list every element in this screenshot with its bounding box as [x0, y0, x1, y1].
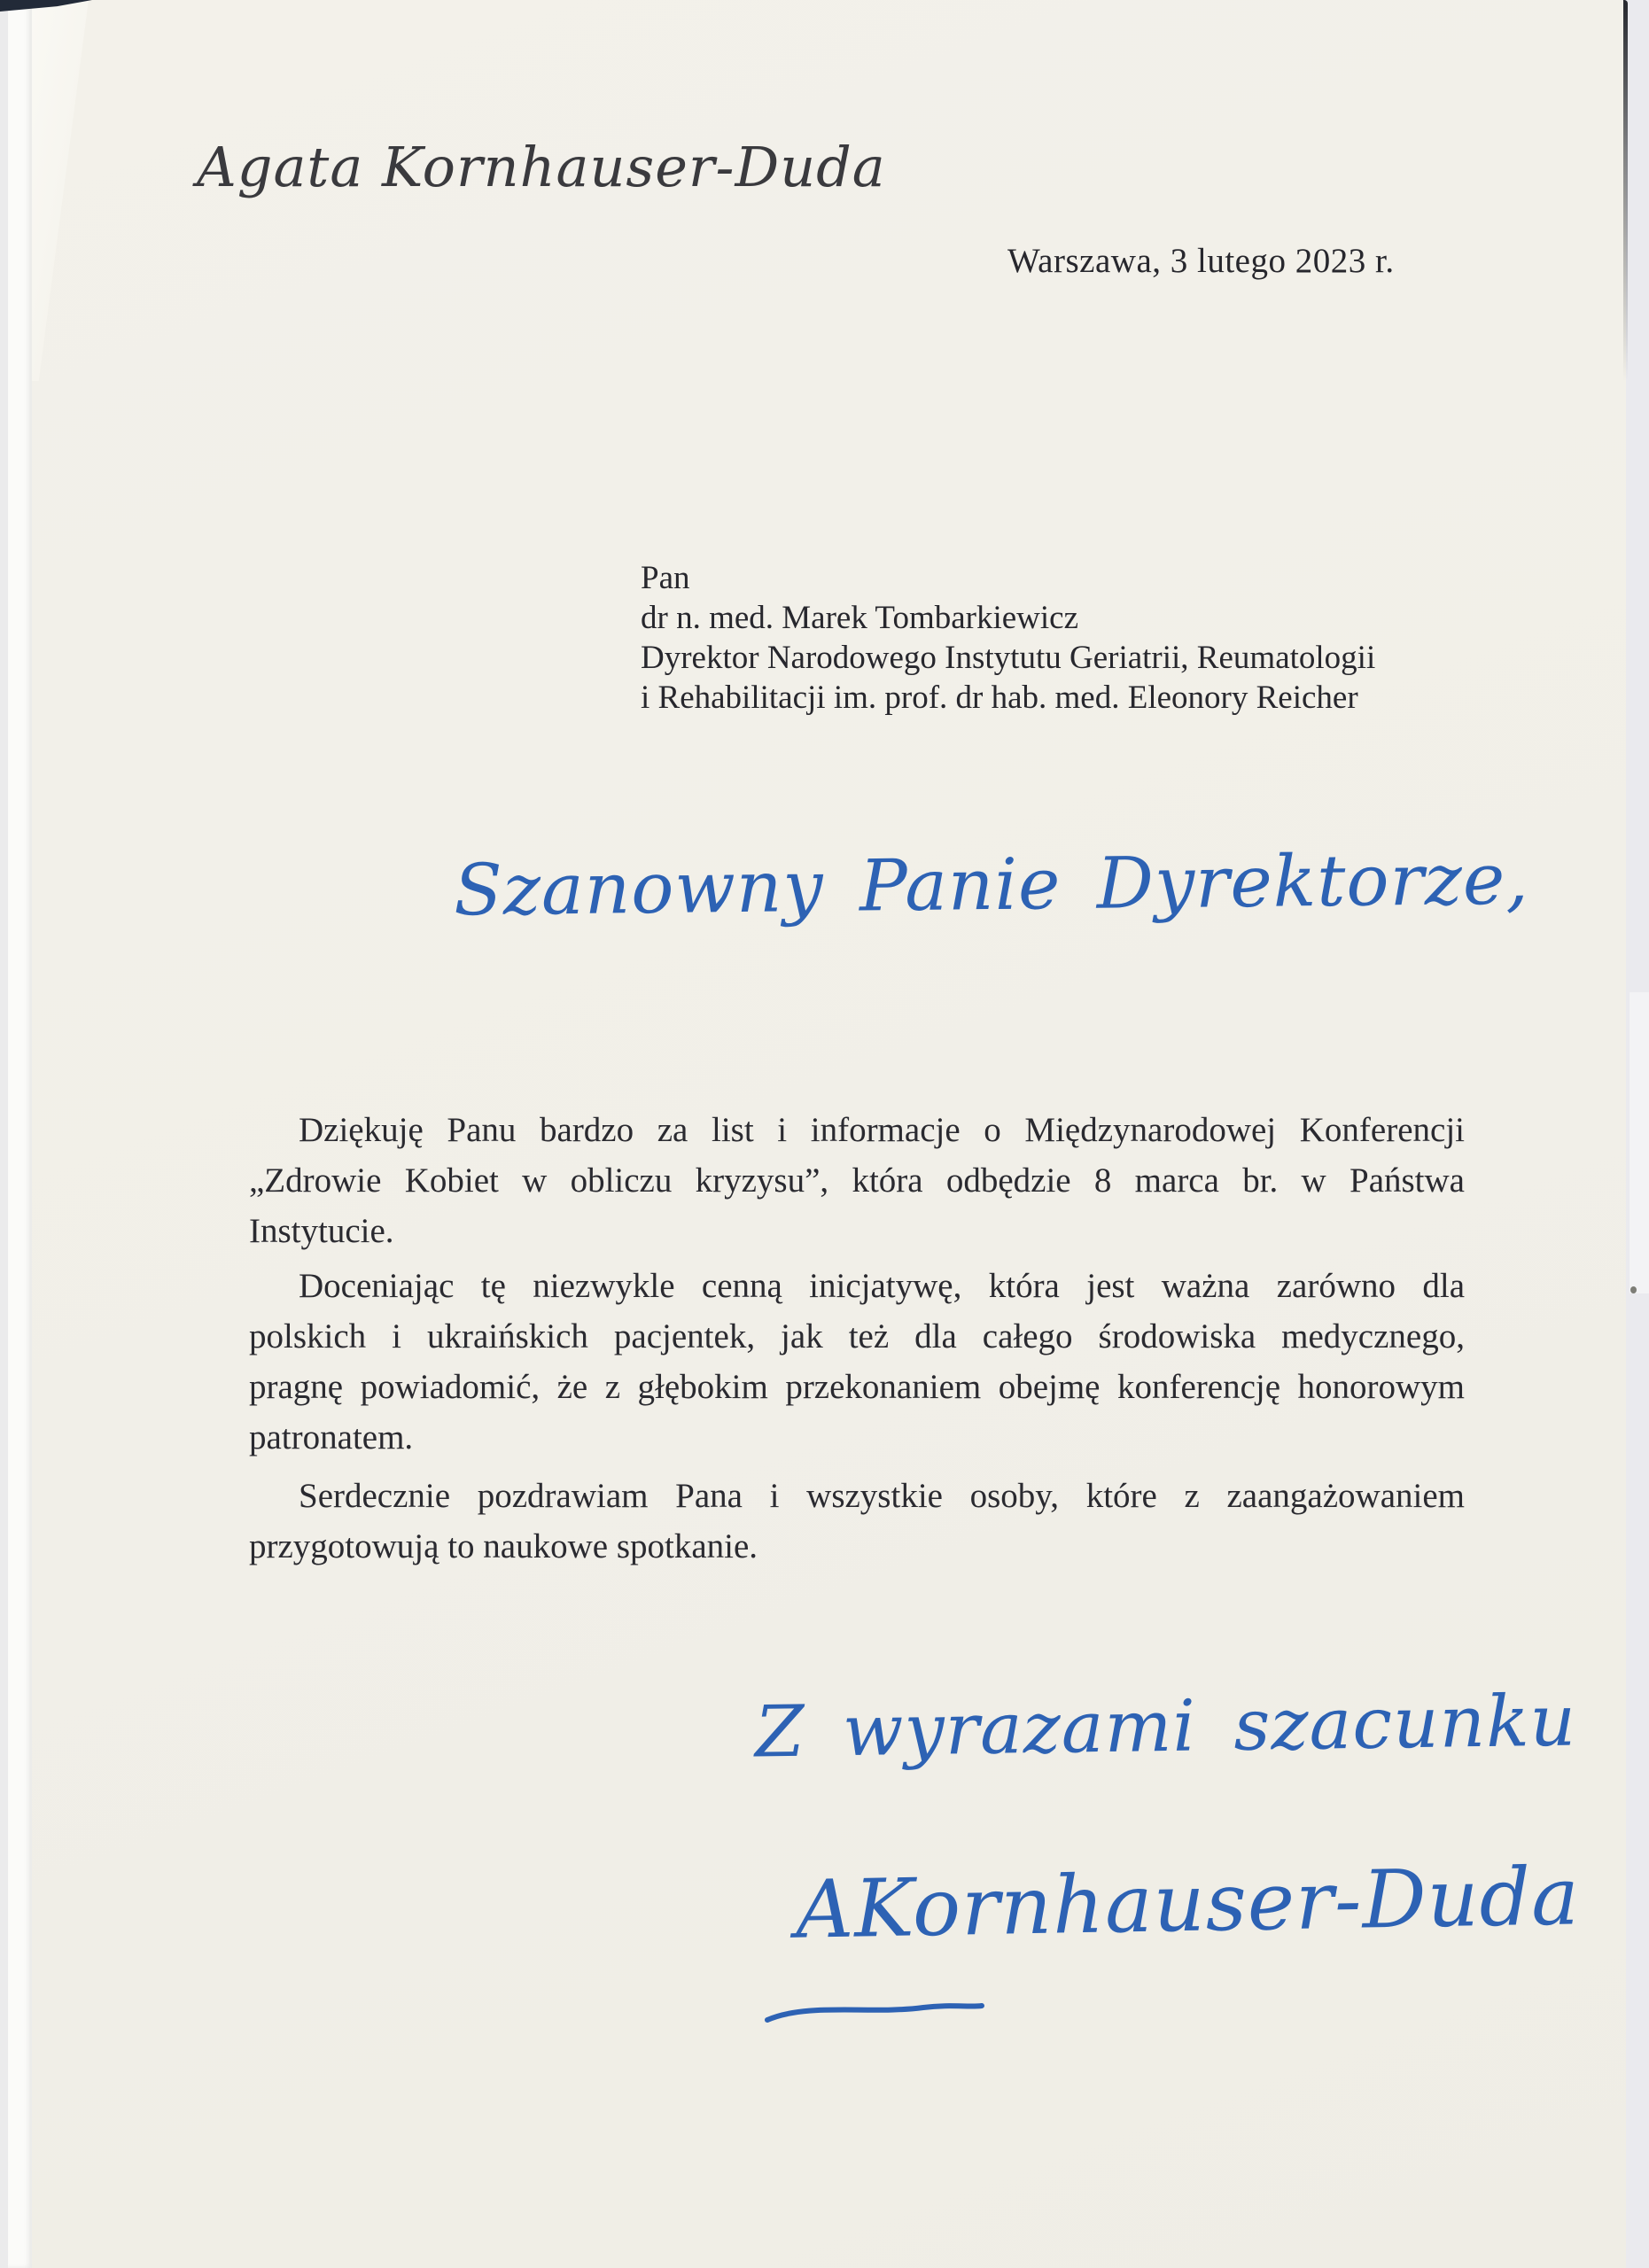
recipient-line: i Rehabilitacji im. prof. dr hab. med. Eleonory Reicher	[641, 680, 1358, 716]
recipient-block	[641, 558, 1375, 718]
body-line: polskich i ukraińskich pacjentek, jak też dla całego środowiska medycznego,	[249, 1317, 1465, 1355]
body-line: Dziękuję Panu bardzo za list i informacje o Międzynarodowej Konferencji	[299, 1111, 1465, 1149]
body-line: Instytucie.	[249, 1212, 394, 1250]
body-line: pragnę powiadomić, że z głębokim przekonaniem obejmę konferencję honorowym	[249, 1368, 1465, 1406]
handwritten-closing: Z wyrazami szacunku	[754, 1679, 1577, 1774]
body-line: Serdecznie pozdrawiam Pana i wszystkie osoby, które z zaangażowaniem	[299, 1477, 1465, 1515]
paper-edge-shadow	[1623, 0, 1628, 381]
recipient-line: dr n. med. Marek Tombarkiewicz	[641, 600, 1079, 636]
signature-flourish	[764, 1999, 985, 2025]
handwritten-salutation: Szanowny Panie Dyrektorze,	[453, 837, 1530, 932]
body-line: „Zdrowie Kobiet w obliczu kryzysu”, która odbędzie 8 marca br. w Państwa	[249, 1161, 1465, 1200]
handwritten-signature: AKornhauser-Duda	[795, 1850, 1581, 1957]
scan-speck	[1630, 1286, 1637, 1293]
recipient-line: Pan	[641, 560, 690, 596]
letterhead-name: Agata Kornhauser-Duda	[197, 135, 886, 199]
scan-edge-left-gray	[0, 0, 8, 2268]
body-line: przygotowują to naukowe spotkanie.	[249, 1527, 758, 1565]
body-line: patronatem.	[249, 1418, 414, 1456]
scan-edge-left-white	[8, 0, 32, 2268]
scan-edge-right-highlight	[1630, 992, 1649, 1293]
body-line: Doceniając tę niezwykle cenną inicjatywę, która jest ważna zarówno dla	[299, 1267, 1465, 1305]
dateline: Warszawa, 3 lutego 2023 r.	[1007, 242, 1395, 280]
recipient-line: Dyrektor Narodowego Instytutu Geriatrii, Reumatologii	[641, 640, 1376, 676]
